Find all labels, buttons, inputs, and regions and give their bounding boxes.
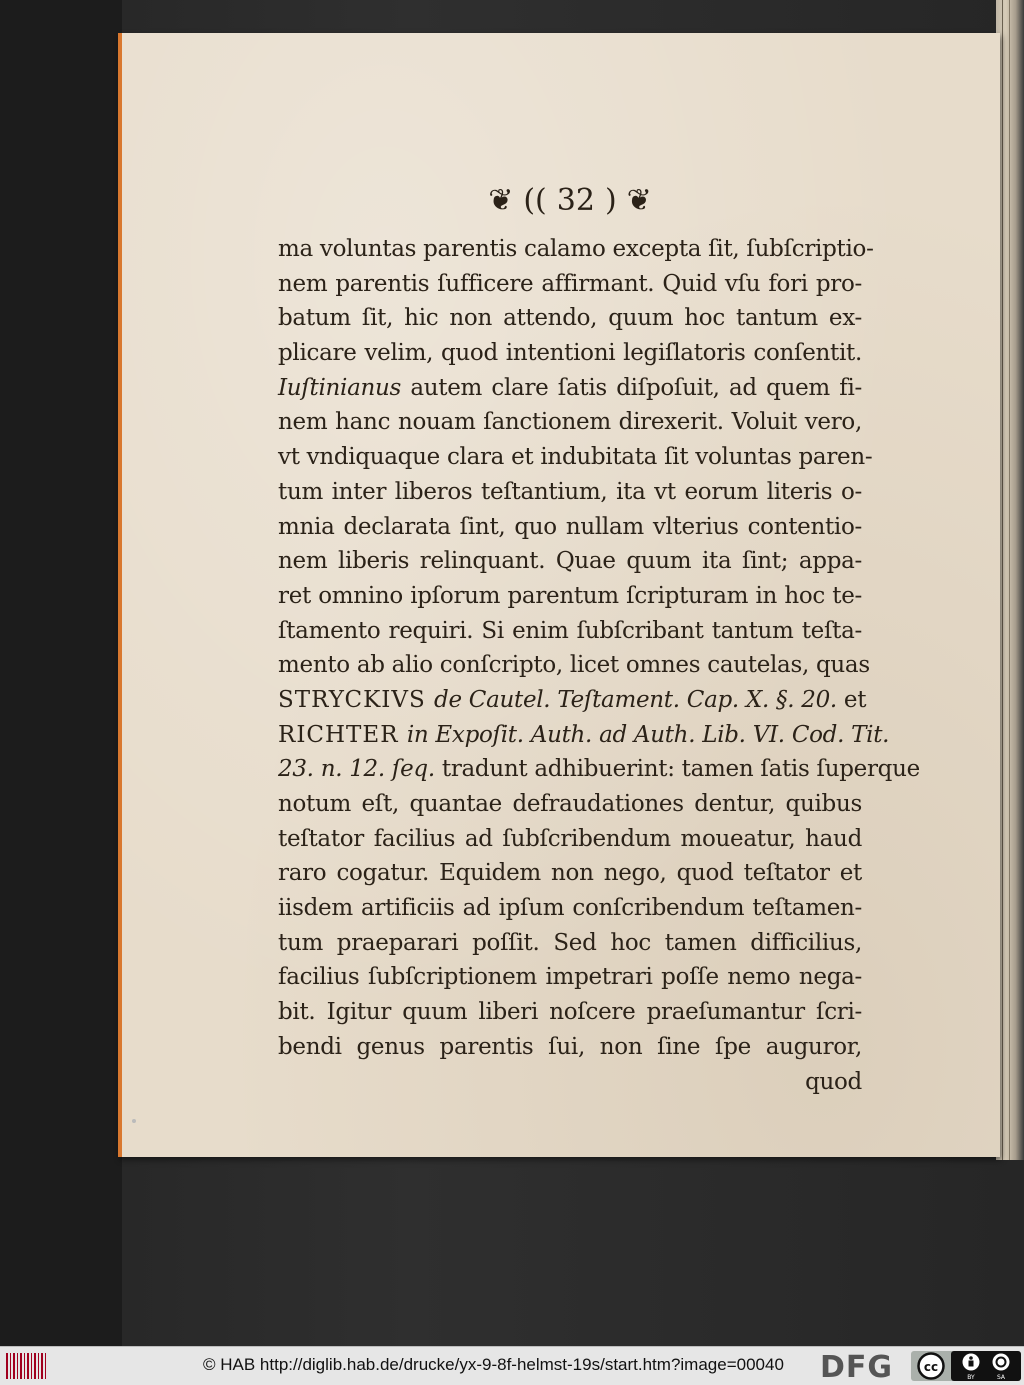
text-line-8: tum inter liberos teſtantium, ita vt eorum literis o- xyxy=(278,478,862,505)
barcode-icon xyxy=(6,1353,46,1379)
text-line-24: bendi genus parentis ſui, non ſine ſpe auguror, xyxy=(278,1033,862,1060)
text-line-23: bit. Igitur quum liberi noſcere praeſumantur ſcri- xyxy=(278,999,862,1026)
text-line-19: raro cogatur. Equidem non nego, quod teſtator et xyxy=(278,860,862,887)
citation-richter-cont: 23. n. 12. ſeq. xyxy=(278,756,435,783)
catchword: quod xyxy=(805,1068,862,1095)
italic-name-iustinianus: Iuſtinianus xyxy=(278,374,402,401)
sa-label: SA xyxy=(996,1374,1006,1381)
copyright-link[interactable]: © HAB http://diglib.hab.de/drucke/yx-9-8f-helmst-19s/start.htm?image=00040 xyxy=(203,1355,784,1374)
text-line-22: facilius ſubſcriptionem impetrari poſſe nemo nega- xyxy=(278,964,862,991)
text-line-20: iisdem artificiis ad ipſum conſcribendum teſtamen- xyxy=(278,895,862,922)
text-line-14-rest: et xyxy=(836,686,867,713)
text-line-21: tum praeparari poſſit. Sed hoc tamen difficilius, xyxy=(278,929,862,956)
text-line-5-rest: autem clare ſatis diſpoſuit, ad quem fi- xyxy=(401,374,862,401)
scan-speck xyxy=(132,1119,136,1123)
text-line-12: ſtamento requiri. Si enim ſubſcribant tantum teſta- xyxy=(278,617,862,644)
dfg-logo[interactable]: DFG xyxy=(820,1350,894,1385)
text-line-17: notum eſt, quantae defraudationes dentur, quibus xyxy=(278,791,862,817)
text-line-14 xyxy=(278,683,867,718)
by-label: BY xyxy=(967,1374,975,1381)
author-richter: RICHTER xyxy=(278,721,407,748)
citation-richter: in Expoſit. Auth. ad Auth. Lib. VI. Cod. Tit. xyxy=(406,721,890,748)
text-line-15 xyxy=(278,718,890,753)
text-line-16 xyxy=(278,752,920,787)
text-line-13: mento ab alio conſcripto, licet omnes cautelas, quas xyxy=(278,652,870,679)
header-right-bracket: ) xyxy=(604,182,617,218)
fleuron-left-icon: ❦ xyxy=(488,182,514,218)
text-line-5 xyxy=(278,371,862,406)
text-line-7: vt vndiquaque clara et indubitata ſit voluntas paren- xyxy=(278,444,873,471)
viewer-footer xyxy=(0,1346,1024,1385)
page-number: 32 xyxy=(556,182,595,218)
text-line-9: mnia declarata ſint, quo nullam vlterius contentio- xyxy=(278,513,862,540)
header-left-bracket: (( xyxy=(523,182,547,218)
license-badge-dark xyxy=(951,1351,1021,1381)
text-line-11: ret omnino ipſorum parentum ſcripturam in hoc te- xyxy=(278,582,862,609)
text-line-1: ma voluntas parentis calamo excepta ſit, ſubſcriptio- xyxy=(278,236,874,262)
text-line-18: teſtator facilius ad ſubſcribendum moueatur, haud xyxy=(278,825,862,852)
svg-text:cc: cc xyxy=(923,1360,939,1374)
text-line-2: nem parentis ſufficere affirmant. Quid vſu fori pro- xyxy=(278,270,862,297)
text-line-16-rest: tradunt adhibuerint: tamen ſatis ſuperque xyxy=(434,756,920,783)
page-header xyxy=(455,176,685,224)
text-line-3: batum ſit, hic non attendo, quum hoc tantum ex- xyxy=(278,305,862,332)
scanner-bed xyxy=(0,0,122,1346)
text-line-10: nem liberis relinquant. Quae quum ita ſint; appa- xyxy=(278,548,862,575)
adjacent-page-edge xyxy=(996,0,1024,1160)
author-stryckius: STRYCKIVS xyxy=(278,686,435,713)
citation-stryckius: de Cautel. Teſtament. Cap. X. §. 20. xyxy=(434,686,837,713)
cc-icon xyxy=(919,1354,944,1379)
license-badge[interactable] xyxy=(911,1351,1021,1381)
text-line-4: plicare velim, quod intentioni legiſlatoris conſentit. xyxy=(278,340,862,367)
text-line-6: nem hanc nouam ſanctionem direxerit. Voluit vero, xyxy=(278,409,862,436)
page-body-text xyxy=(278,232,920,1099)
fleuron-right-icon: ❦ xyxy=(626,182,652,218)
